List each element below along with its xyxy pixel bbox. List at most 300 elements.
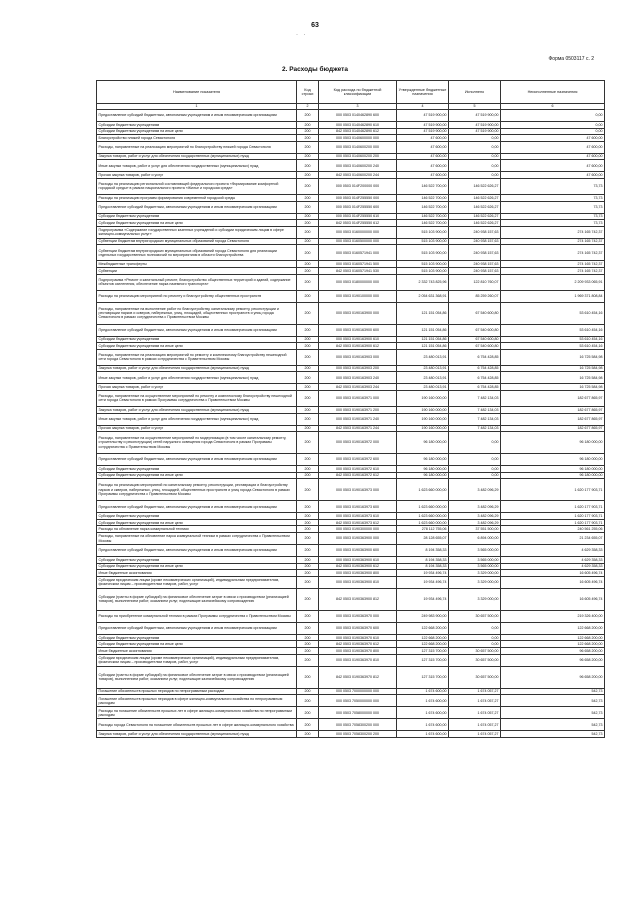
row-line-code: 200 [297, 365, 319, 372]
row-line-code: 200 [297, 110, 319, 122]
row-classification-code: 842 0503 0140600200 244 [319, 172, 397, 179]
row-line-code: 200 [297, 238, 319, 245]
row-unexecuted: 4 629 358,33 [501, 545, 605, 557]
row-name: Расходы города Севастополя на погашение обязательств прошлых лет в сфере жилищно-коммунального хозяйства [97, 719, 297, 731]
table-row [97, 406, 605, 413]
row-classification-code: 842 0503 014F255550 612 [319, 220, 397, 227]
table-row [97, 172, 605, 179]
row-name: Подпрограмма «Содержание государственных казенных учреждений и субсидии юридическим лицам в сфере жилищно-коммунальных услуг» [97, 226, 297, 238]
row-classification-code: 842 0503 0190163903 244 [319, 384, 397, 391]
column-number: 6 [501, 104, 605, 110]
row-line-code: 200 [297, 634, 319, 641]
row-executed: 3 482 096,29 [449, 501, 501, 513]
row-executed: 47 519 900,00 [449, 110, 501, 122]
table-row [97, 707, 605, 719]
row-line-code: 200 [297, 343, 319, 350]
row-unexecuted: 1 620 177 903,71 [501, 479, 605, 501]
row-executed: 7 482 134,03 [449, 413, 501, 425]
row-classification-code: 842 0503 0190163973 612 [319, 519, 397, 526]
row-approved: 1 623 660 000,00 [397, 519, 449, 526]
table-row [97, 610, 605, 622]
table-row [97, 343, 605, 350]
table-row [97, 641, 605, 648]
table-row [97, 563, 605, 570]
row-executed: 3 329 000,00 [449, 588, 501, 610]
row-name: Субсидии бюджетным учреждениям на иные цели [97, 343, 297, 350]
row-approved: 1 674 600,00 [397, 731, 449, 738]
row-name: Субсидии (гранты в форме субсидий) на финансовое обеспечение затрат в связи с производством (реализацией товаров), выполнением работ, оказанием услуг, подлежащие казначейскому сопровождению [97, 666, 297, 688]
row-executed: 0,00 [449, 160, 501, 172]
table-row [97, 274, 605, 290]
table-row [97, 622, 605, 634]
row-unexecuted: 53 610 454,16 [501, 343, 605, 350]
row-line-code: 200 [297, 290, 319, 302]
row-approved: 8 194 358,33 [397, 545, 449, 557]
row-line-code: 200 [297, 432, 319, 454]
row-approved: 122 668 200,00 [397, 622, 449, 634]
row-approved: 146 522 700,00 [397, 194, 449, 201]
row-approved: 121 151 054,86 [397, 324, 449, 336]
row-classification-code: 000 0503 014F255550 000 [319, 194, 397, 201]
table-row [97, 695, 605, 707]
row-approved: 515 103 900,00 [397, 267, 449, 274]
row-name: Расходы, направленные на выполнение работ по благоустройству, капитальному ремонту, реконструкции и реставрации парков и скверов, набережных, улиц, площадей, общественных пространств и улиц города Севастополя в рамках сотрудничества с Правительством Москвы [97, 302, 297, 324]
row-classification-code: 000 0503 0190363970 800 [319, 648, 397, 655]
row-approved: 127 315 700,00 [397, 654, 449, 666]
table-row [97, 576, 605, 588]
row-approved: 23 480 013,91 [397, 365, 449, 372]
row-unexecuted: 73,73 [501, 220, 605, 227]
row-name: Расходы на реализацию региональной составляющей федерального проекта «Формирование комфортной городской среды» в рамках национального проекта «Жилье и городская среда» [97, 178, 297, 194]
row-approved: 127 315 700,00 [397, 648, 449, 655]
row-approved: 47 519 900,00 [397, 122, 449, 129]
table-row [97, 634, 605, 641]
row-classification-code: 000 0503 014F255550 600 [319, 201, 397, 213]
row-line-code: 200 [297, 519, 319, 526]
row-classification-code: 000 0503 0140462890 600 [319, 110, 397, 122]
row-executed: 3 565 000,00 [449, 557, 501, 564]
row-name: Расходы, направленные на реализацию мероприятий по благоустройству пляжей города Севастополя [97, 141, 297, 153]
row-executed: 1 674 057,27 [449, 707, 501, 719]
row-name: Субвенции бюджетам внутригородских муниципальных образований города Севастополя [97, 238, 297, 245]
row-line-code: 200 [297, 372, 319, 384]
section-title: 2. Расходы бюджета [282, 66, 348, 73]
row-name: Закупка товаров, работ и услуг для обеспечения государственных (муниципальных) нужд [97, 406, 297, 413]
row-unexecuted: 274 165 742,37 [501, 226, 605, 238]
row-approved: 2 054 631 368,91 [397, 290, 449, 302]
row-line-code: 200 [297, 563, 319, 570]
row-classification-code: 000 0503 0190363900 800 [319, 570, 397, 577]
row-executed: 0,00 [449, 135, 501, 142]
row-unexecuted: 16 605 496,74 [501, 576, 605, 588]
row-executed: 6 754 428,85 [449, 384, 501, 391]
row-name: Расходы на погашение обязательств прошлых лет в сфере жилищно-коммунального хозяйства по непрограммным расходам [97, 707, 297, 719]
row-classification-code: 000 0503 0160000000 000 [319, 226, 397, 238]
row-name: Прочая закупка товаров, работ и услуг [97, 172, 297, 179]
table-body [97, 110, 605, 738]
row-unexecuted: 122 668 200,00 [501, 634, 605, 641]
row-executed: 30 657 500,00 [449, 648, 501, 655]
row-approved: 146 522 700,00 [397, 178, 449, 194]
row-line-code: 200 [297, 390, 319, 406]
table-row [97, 384, 605, 391]
table-row [97, 267, 605, 274]
row-executed: 47 519 900,00 [449, 122, 501, 129]
row-executed: 0,00 [449, 641, 501, 648]
table-row [97, 654, 605, 666]
row-classification-code: 000 0503 0190163900 000 [319, 302, 397, 324]
table-row [97, 194, 605, 201]
row-unexecuted: 182 677 865,97 [501, 406, 605, 413]
row-unexecuted: 96 180 000,00 [501, 432, 605, 454]
row-classification-code: 000 0503 0190163972 610 [319, 466, 397, 473]
row-executed: 0,00 [449, 172, 501, 179]
table-row [97, 454, 605, 466]
row-unexecuted: 73,73 [501, 194, 605, 201]
table-row [97, 688, 605, 695]
row-unexecuted: 73,73 [501, 213, 605, 220]
row-approved: 96 180 000,00 [397, 472, 449, 479]
row-line-code: 200 [297, 501, 319, 513]
row-line-code: 200 [297, 533, 319, 545]
row-classification-code: 000 0503 0190163900 600 [319, 324, 397, 336]
row-classification-code: 000 0503 7058000000 000 [319, 707, 397, 719]
row-approved: 28 128 655,07 [397, 533, 449, 545]
row-approved: 122 668 200,00 [397, 634, 449, 641]
row-unexecuted: 16 725 584,98 [501, 365, 605, 372]
row-line-code: 200 [297, 135, 319, 142]
row-approved: 96 180 000,00 [397, 432, 449, 454]
row-name: Субсидии бюджетным учреждениям на иные цели [97, 220, 297, 227]
row-unexecuted: 4 629 358,33 [501, 563, 605, 570]
table-row [97, 648, 605, 655]
row-executed: 1 674 057,27 [449, 688, 501, 695]
row-classification-code: 842 0503 0190163972 612 [319, 472, 397, 479]
row-executed: 3 329 000,00 [449, 576, 501, 588]
row-approved: 23 480 013,91 [397, 384, 449, 391]
row-unexecuted: 1 620 177 903,71 [501, 513, 605, 520]
row-approved: 146 522 700,00 [397, 220, 449, 227]
row-classification-code: 000 0503 0140462890 610 [319, 122, 397, 129]
table-row [97, 731, 605, 738]
row-name: Субвенции бюджетам внутригородских муниципальных образований города Севастополя для реализации отдельных государственных полномочий по мероприятиям в области благоустройства [97, 245, 297, 261]
row-classification-code: 000 0503 0190163971 240 [319, 413, 397, 425]
row-unexecuted: 122 668 200,00 [501, 641, 605, 648]
row-name: Субсидии (гранты в форме субсидий) на финансовое обеспечение затрат в связи с производством (реализацией товаров), выполнением работ, оказанием услуг, подлежащие казначейскому сопровождению [97, 588, 297, 610]
row-line-code: 200 [297, 666, 319, 688]
row-executed: 6 754 428,85 [449, 372, 501, 384]
row-approved: 8 194 358,33 [397, 557, 449, 564]
row-classification-code: 000 0503 0190163971 000 [319, 390, 397, 406]
row-executed: 30 657 500,00 [449, 654, 501, 666]
row-approved: 121 151 054,86 [397, 336, 449, 343]
row-classification-code: 000 0503 0160571941 000 [319, 245, 397, 261]
row-line-code: 200 [297, 610, 319, 622]
row-approved: 47 600,00 [397, 135, 449, 142]
row-approved: 1 674 600,00 [397, 688, 449, 695]
table-row [97, 220, 605, 227]
table-row [97, 570, 605, 577]
row-classification-code: 000 0503 0160500000 000 [319, 238, 397, 245]
row-executed: 0,00 [449, 153, 501, 160]
row-name: Прочая закупка товаров, работ и услуг [97, 384, 297, 391]
row-unexecuted: 219 326 400,00 [501, 610, 605, 622]
row-approved: 127 315 700,00 [397, 666, 449, 688]
table-row [97, 160, 605, 172]
row-approved: 8 194 358,33 [397, 563, 449, 570]
row-approved: 96 180 000,00 [397, 466, 449, 473]
table-row [97, 178, 605, 194]
row-name: Иные бюджетные ассигнования [97, 570, 297, 577]
row-line-code: 200 [297, 719, 319, 731]
table-row [97, 526, 605, 533]
table-row [97, 324, 605, 336]
row-line-code: 200 [297, 201, 319, 213]
table-row [97, 135, 605, 142]
row-line-code: 200 [297, 576, 319, 588]
row-approved: 19 934 496,74 [397, 588, 449, 610]
row-name: Иные закупки товаров, работ и услуг для обеспечения государственных (муниципальных) нужд [97, 413, 297, 425]
row-classification-code: 000 0503 0190163903 200 [319, 365, 397, 372]
row-line-code: 200 [297, 731, 319, 738]
row-classification-code: 000 0503 0190100000 000 [319, 290, 397, 302]
row-name: Расходы, направленные на реализацию мероприятий по ремонту и комплексному благоустройству пешеходной сети города Севастополя в рамках сотрудничества с Правительством Москвы [97, 349, 297, 365]
table-row [97, 226, 605, 238]
table-row [97, 365, 605, 372]
row-classification-code: 000 0503 7058300200 000 [319, 719, 397, 731]
column-number: 4 [397, 104, 449, 110]
row-name: Погашение обязательств прошлых периодов по непрограммным расходам [97, 688, 297, 695]
row-executed: 0,00 [449, 634, 501, 641]
row-line-code: 200 [297, 557, 319, 564]
header-unexecuted: Неисполненные назначения [501, 81, 605, 104]
row-name: Субсидии бюджетным учреждениям на иные цели [97, 128, 297, 135]
row-name: Предоставление субсидий бюджетным, автономным учреждениям и иным некоммерческим организациям [97, 110, 297, 122]
row-unexecuted: 96 658 200,00 [501, 648, 605, 655]
row-line-code: 200 [297, 220, 319, 227]
row-executed: 0,00 [449, 622, 501, 634]
table-row [97, 719, 605, 731]
row-approved: 19 934 496,74 [397, 576, 449, 588]
table-row [97, 372, 605, 384]
row-unexecuted: 16 725 584,98 [501, 349, 605, 365]
header-approved: Утвержденные бюджетные назначения [397, 81, 449, 104]
table-row [97, 201, 605, 213]
row-classification-code: 000 0503 0190363970 000 [319, 610, 397, 622]
row-line-code: 200 [297, 570, 319, 577]
row-executed: 146 522 626,27 [449, 178, 501, 194]
row-line-code: 200 [297, 641, 319, 648]
row-approved: 515 103 900,00 [397, 226, 449, 238]
row-unexecuted: 73,73 [501, 178, 605, 194]
table-row [97, 557, 605, 564]
row-approved: 96 180 000,00 [397, 454, 449, 466]
row-unexecuted: 53 610 454,16 [501, 336, 605, 343]
row-unexecuted: 1 969 371 808,84 [501, 290, 605, 302]
row-executed: 3 482 096,29 [449, 519, 501, 526]
row-executed: 146 522 626,27 [449, 213, 501, 220]
row-executed: 146 522 626,27 [449, 194, 501, 201]
row-unexecuted: 1 620 177 903,71 [501, 519, 605, 526]
row-approved: 1 674 600,00 [397, 695, 449, 707]
row-name: Субсидии бюджетным учреждениям [97, 213, 297, 220]
row-executed: 6 894 000,00 [449, 533, 501, 545]
header-name: Наименование показателя [97, 81, 297, 104]
row-executed: 67 540 600,80 [449, 336, 501, 343]
row-executed: 240 938 157,63 [449, 261, 501, 268]
row-executed: 7 482 134,03 [449, 425, 501, 432]
row-classification-code: 000 0503 0190363900 600 [319, 545, 397, 557]
row-approved: 515 103 900,00 [397, 238, 449, 245]
row-unexecuted: 16 725 584,98 [501, 384, 605, 391]
row-name: Субсидии юридическим лицам (кроме некоммерческих организаций), индивидуальным предпринимателям, физическим лицам – производителям товаров, работ, услуг [97, 654, 297, 666]
row-name: Прочая закупка товаров, работ и услуг [97, 425, 297, 432]
row-unexecuted: 542,73 [501, 731, 605, 738]
row-name: Субсидии бюджетным учреждениям [97, 466, 297, 473]
row-name: Расходы, направленные на осуществление мероприятий по ремонту и комплексному благоустройству пешеходной сети города Севастополя в рамках Программы сотрудничества с Правительством Москвы [97, 390, 297, 406]
row-approved: 121 151 054,86 [397, 302, 449, 324]
table-row [97, 501, 605, 513]
row-classification-code: 842 0503 0190363970 612 [319, 641, 397, 648]
row-line-code: 200 [297, 425, 319, 432]
row-unexecuted: 96 658 200,00 [501, 666, 605, 688]
row-approved: 122 668 200,00 [397, 641, 449, 648]
table-row [97, 290, 605, 302]
table-row [97, 238, 605, 245]
row-approved: 278 112 755,06 [397, 526, 449, 533]
table-row [97, 349, 605, 365]
row-line-code: 200 [297, 213, 319, 220]
row-classification-code: 842 0503 0190363900 812 [319, 588, 397, 610]
row-approved: 121 151 054,86 [397, 343, 449, 350]
row-unexecuted: 182 677 865,97 [501, 390, 605, 406]
row-approved: 2 332 743 825,96 [397, 274, 449, 290]
row-approved: 47 600,00 [397, 160, 449, 172]
header-classification-code: Код расхода по бюджетной классификации [319, 81, 397, 104]
row-classification-code: 000 0503 0190163900 610 [319, 336, 397, 343]
row-executed: 240 938 157,63 [449, 267, 501, 274]
row-line-code: 200 [297, 160, 319, 172]
row-classification-code: 000 0503 014F200000 000 [319, 178, 397, 194]
row-name: Субсидии бюджетным учреждениям на иные цели [97, 563, 297, 570]
row-name: Расходы, направленные на обновление парка коммунальной техники в рамках сотрудничества с Правительством Москвы [97, 533, 297, 545]
row-executed: 3 482 096,29 [449, 479, 501, 501]
form-code: Форма 0503117 с. 2 [548, 56, 594, 62]
row-classification-code: 000 0503 0190363900 000 [319, 533, 397, 545]
row-executed: 146 522 626,27 [449, 220, 501, 227]
row-executed: 6 754 428,85 [449, 349, 501, 365]
header-executed: Исполнено [449, 81, 501, 104]
row-line-code: 200 [297, 479, 319, 501]
row-executed: 30 657 500,00 [449, 666, 501, 688]
row-unexecuted: 274 165 742,37 [501, 261, 605, 268]
row-line-code: 200 [297, 194, 319, 201]
row-name: Предоставление субсидий бюджетным, автономным учреждениям и иным некоммерческим организациям [97, 501, 297, 513]
row-name: Иные бюджетные ассигнования [97, 648, 297, 655]
row-executed: 7 482 134,03 [449, 390, 501, 406]
row-approved: 515 103 900,00 [397, 261, 449, 268]
row-name: Субсидии бюджетным учреждениям на иные цели [97, 519, 297, 526]
row-executed: 30 657 500,00 [449, 610, 501, 622]
row-approved: 47 600,00 [397, 141, 449, 153]
row-unexecuted: 274 165 742,37 [501, 245, 605, 261]
row-approved: 146 522 700,00 [397, 213, 449, 220]
table-row [97, 513, 605, 520]
row-name: Погашение обязательств прошлых периодов в сфере жилищно-коммунального хозяйства по непрограммным расходам [97, 695, 297, 707]
row-unexecuted: 0,00 [501, 128, 605, 135]
row-line-code: 200 [297, 172, 319, 179]
row-name: Субсидии бюджетным учреждениям на иные цели [97, 641, 297, 648]
row-approved: 47 600,00 [397, 172, 449, 179]
row-classification-code: 000 0503 0190363900 610 [319, 557, 397, 564]
row-unexecuted: 182 677 865,97 [501, 413, 605, 425]
row-name: Расходы на обновление парка коммунальной техники [97, 526, 297, 533]
row-approved: 47 519 900,00 [397, 110, 449, 122]
table-row [97, 425, 605, 432]
row-line-code: 200 [297, 178, 319, 194]
row-approved: 1 623 660 000,00 [397, 479, 449, 501]
row-unexecuted: 122 668 200,00 [501, 622, 605, 634]
row-unexecuted: 47 600,00 [501, 172, 605, 179]
row-line-code: 200 [297, 261, 319, 268]
row-name: Иные закупки товаров, работ и услуг для обеспечения государственных (муниципальных) нужд [97, 372, 297, 384]
row-unexecuted: 274 165 742,37 [501, 238, 605, 245]
table-header-row [97, 81, 605, 104]
row-executed: 240 938 157,63 [449, 238, 501, 245]
row-executed: 122 810 760,07 [449, 274, 501, 290]
row-classification-code: 000 0503 0190363970 810 [319, 654, 397, 666]
row-line-code: 200 [297, 466, 319, 473]
row-name: Предоставление субсидий бюджетным, автономным учреждениям и иным некоммерческим организациям [97, 622, 297, 634]
row-classification-code: 000 0503 0190163972 600 [319, 454, 397, 466]
row-line-code: 200 [297, 654, 319, 666]
row-unexecuted: 96 180 000,00 [501, 472, 605, 479]
row-unexecuted: 240 561 255,06 [501, 526, 605, 533]
table-row [97, 213, 605, 220]
row-line-code: 200 [297, 454, 319, 466]
row-executed: 67 540 600,80 [449, 324, 501, 336]
row-line-code: 200 [297, 406, 319, 413]
table-row [97, 122, 605, 129]
row-unexecuted: 53 610 454,16 [501, 324, 605, 336]
row-unexecuted: 182 677 865,97 [501, 425, 605, 432]
row-name: Расходы, направленные на осуществление мероприятий по модернизации (в том числе капитальному ремонту, строительству и реконструкции) сетей наружного освещения города Севастополя в рамках Программы сотрудничества с Правительством Москвы [97, 432, 297, 454]
row-line-code: 200 [297, 513, 319, 520]
row-line-code: 200 [297, 413, 319, 425]
row-line-code: 200 [297, 588, 319, 610]
row-executed: 146 522 626,27 [449, 201, 501, 213]
row-classification-code: 000 0503 0190163971 200 [319, 406, 397, 413]
row-classification-code: 000 0503 0140600000 000 [319, 135, 397, 142]
row-name: Субсидии бюджетным учреждениям [97, 557, 297, 564]
table-row [97, 519, 605, 526]
row-classification-code: 000 0503 0190300000 000 [319, 526, 397, 533]
row-name: Предоставление субсидий бюджетным, автономным учреждениям и иным некоммерческим организациям [97, 545, 297, 557]
row-executed: 85 259 260,07 [449, 290, 501, 302]
row-executed: 7 482 134,03 [449, 406, 501, 413]
row-classification-code: 000 0503 0190163973 000 [319, 479, 397, 501]
row-unexecuted: 2 209 933 065,91 [501, 274, 605, 290]
row-name: Расходы на реализацию мероприятий по ремонту и благоустройству общественных пространств [97, 290, 297, 302]
row-name: Закупка товаров, работ и услуг для обеспечения государственных (муниципальных) нужд [97, 365, 297, 372]
table-row [97, 432, 605, 454]
row-classification-code: 000 0503 014F255550 610 [319, 213, 397, 220]
row-executed: 6 754 428,85 [449, 365, 501, 372]
row-name: Межбюджетные трансферты [97, 261, 297, 268]
row-classification-code: 000 0503 0180000000 000 [319, 274, 397, 290]
table-row [97, 466, 605, 473]
row-classification-code: 842 0503 0190363970 812 [319, 666, 397, 688]
